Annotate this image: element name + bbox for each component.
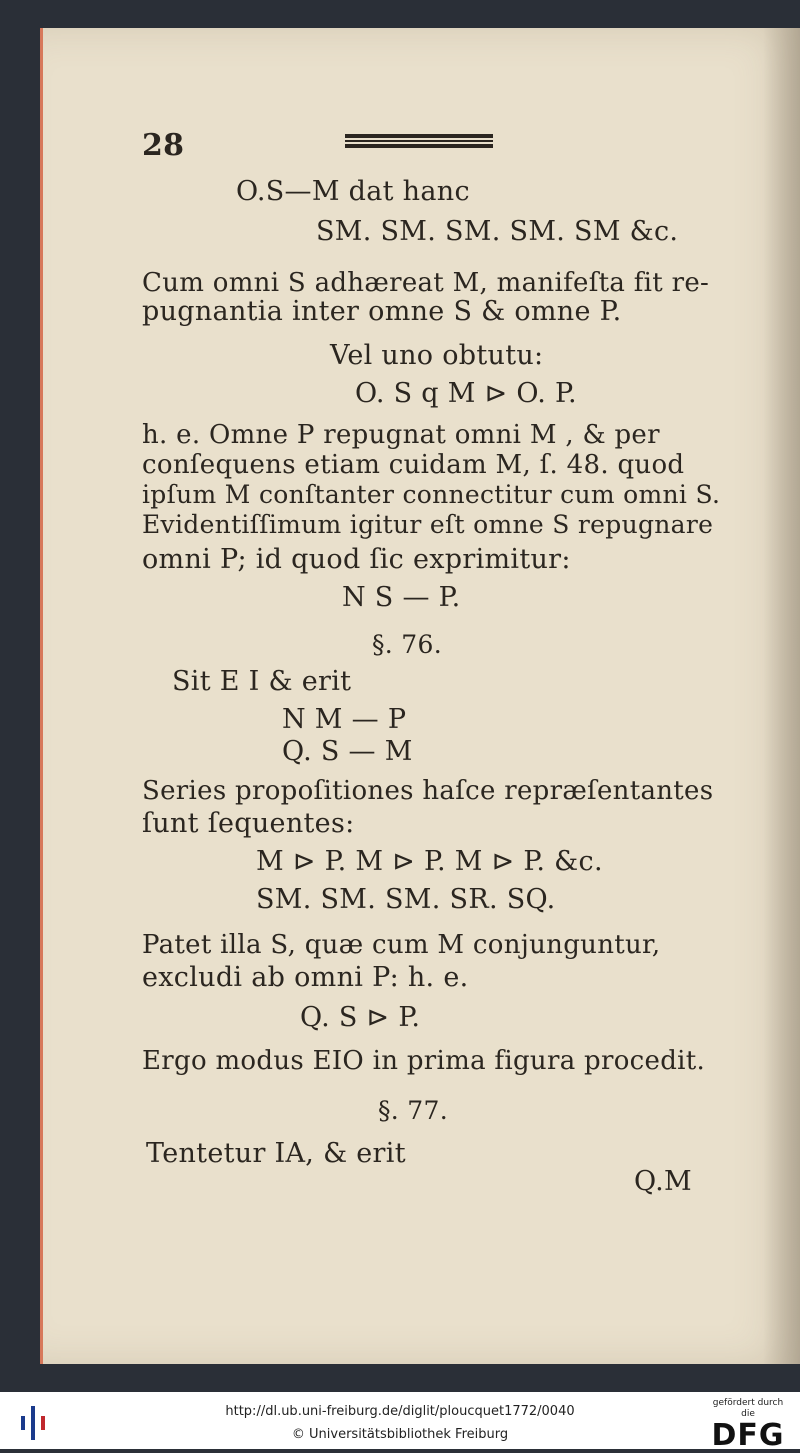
page-gutter-shadow <box>763 28 800 1364</box>
section-76-heading: §. 76. <box>372 630 442 659</box>
text-line-23: Q. S ⊳ P. <box>300 1002 421 1033</box>
dfg-logo <box>706 1398 790 1453</box>
text-line-17: Series propoſitiones haſce repræſentantes <box>142 776 714 806</box>
catchword: Q.M <box>634 1166 692 1197</box>
text-line-11: omni P; id quod ſic exprimitur: <box>142 544 571 575</box>
text-line-14: Sit E I & erit <box>172 666 352 697</box>
text-line-15: N M — P <box>282 704 407 735</box>
page-number: 28 <box>142 128 185 163</box>
text-line-21: Patet illa S, quæ cum M conjunguntur, <box>142 930 661 960</box>
text-line-6: O. S q M ⊳ O. P. <box>355 378 577 409</box>
text-line-26: Tentetur IA, & erit <box>146 1138 406 1169</box>
text-line-19: M ⊳ P. M ⊳ P. M ⊳ P. &c. <box>256 846 603 877</box>
text-line-16: Q. S — M <box>282 736 413 767</box>
permalink-url[interactable]: http://dl.ub.uni-freiburg.de/diglit/ploucquet1772/0040 <box>225 1404 575 1419</box>
copyright-notice: © Universitätsbibliothek Freiburg <box>291 1427 509 1442</box>
text-line-5: Vel uno obtutu: <box>330 340 544 371</box>
text-line-7: h. e. Omne P repugnat omni M , & per <box>142 420 660 450</box>
text-line-2: SM. SM. SM. SM. SM &c. <box>316 216 679 247</box>
viewer-footer <box>0 1392 800 1453</box>
header-rule <box>345 134 493 148</box>
text-line-3: Cum omni S adhæreat M, manifeſta fit re- <box>142 268 710 298</box>
text-line-22: excludi ab omni P: h. e. <box>142 962 469 993</box>
text-line-24: Ergo modus EIO in prima figura procedit. <box>142 1046 706 1076</box>
text-line-4: pugnantia inter omne S & omne P. <box>142 296 622 327</box>
dfg-caption: gefördert durch die <box>712 1398 784 1419</box>
dfg-logo-text: DFG <box>711 1418 785 1453</box>
section-77-heading: §. 77. <box>378 1096 448 1125</box>
text-line-10: Evidentiſſimum igitur eſt omne S repugnare <box>142 510 714 539</box>
text-line-18: ſunt ſequentes: <box>142 808 355 839</box>
text-line-8: conſequens etiam cuidam M, ſ. 48. quod <box>142 450 685 480</box>
text-line-20: SM. SM. SM. SR. SQ. <box>256 884 556 915</box>
text-line-12: N S — P. <box>342 582 461 613</box>
text-line-1: O.S—M dat hanc <box>236 176 470 207</box>
text-line-9: ipſum M conſtanter connectitur cum omni S. <box>142 480 721 509</box>
